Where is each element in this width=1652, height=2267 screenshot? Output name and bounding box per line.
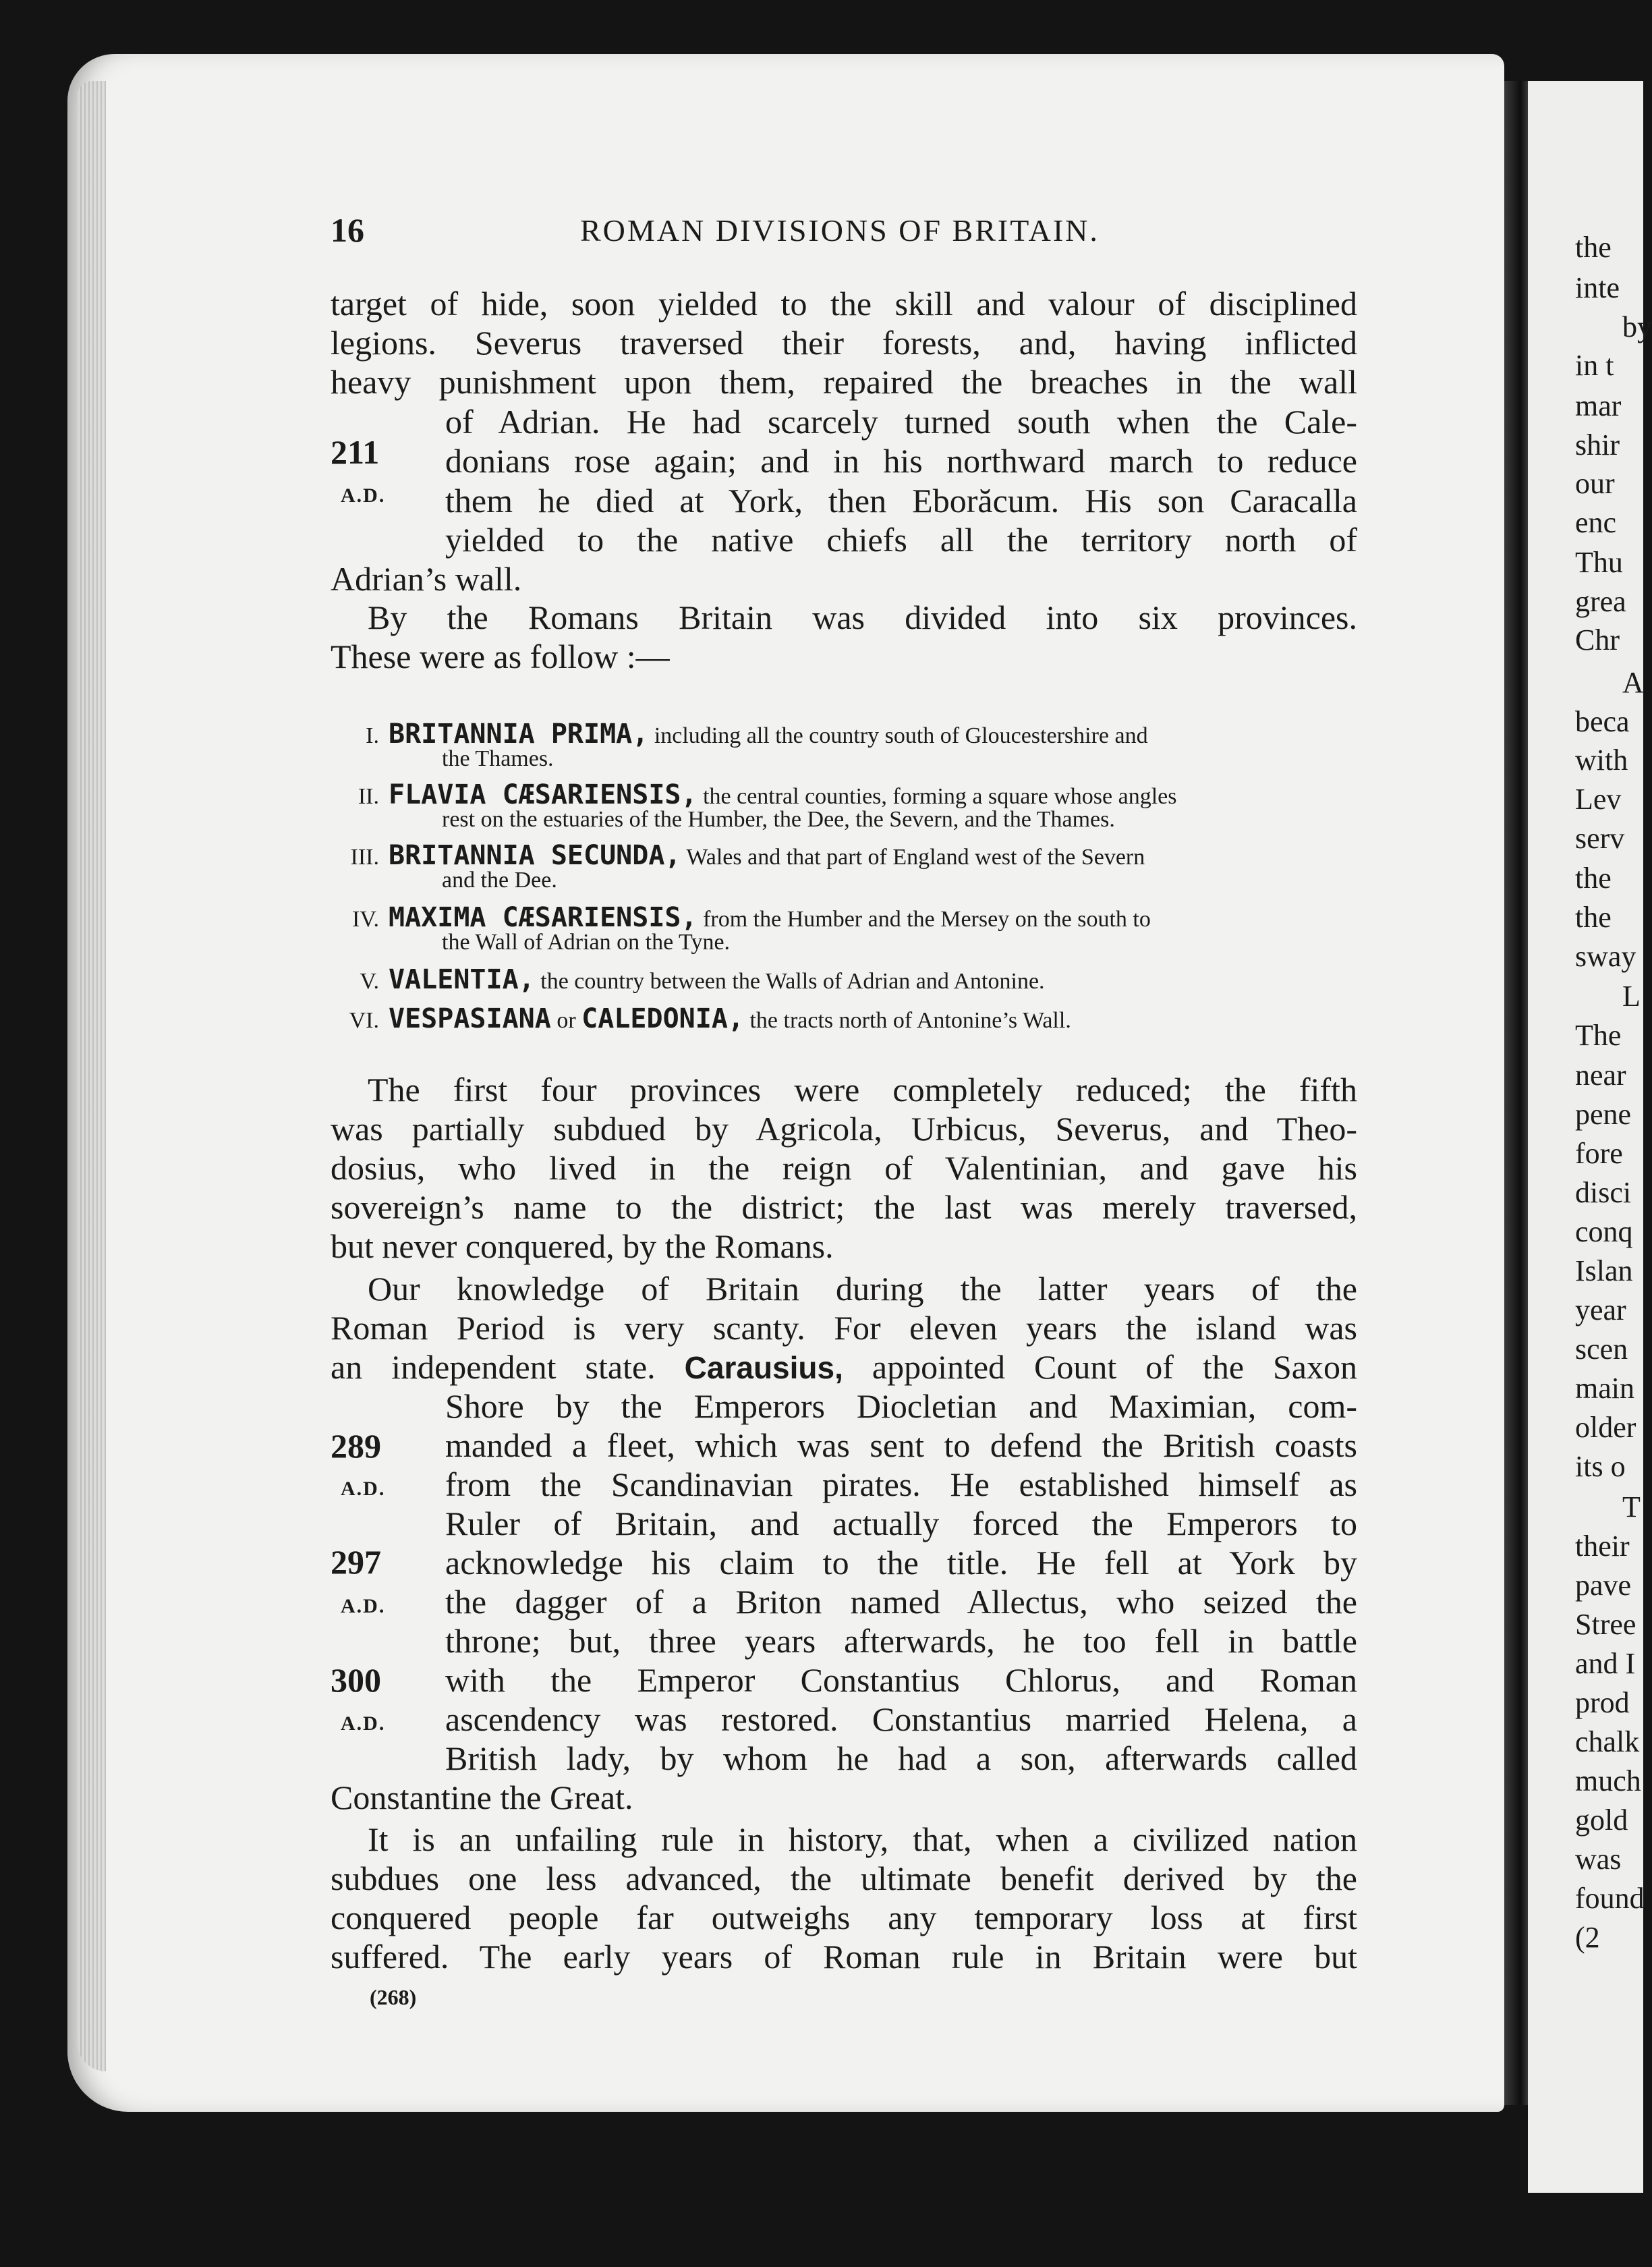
province-item: II. FLAVIA CÆSARIENSIS, the central counties, forming a square whose angles xyxy=(358,779,1177,810)
facing-page-line: shir xyxy=(1575,428,1620,461)
facing-page-line: Islan xyxy=(1575,1254,1633,1287)
facing-page-line: in t xyxy=(1575,349,1614,382)
province-item: IV. MAXIMA CÆSARIENSIS, from the Humber and the Mersey on the south to xyxy=(352,902,1151,933)
facing-page-line: Stree xyxy=(1575,1608,1636,1641)
text-line: subdues one less advanced, the ultimate benefit derived by the xyxy=(331,1859,1357,1897)
text-line: Adrian’s wall. xyxy=(331,560,522,598)
facing-page-line: prod xyxy=(1575,1686,1630,1719)
text-line: with the Emperor Constantius Chlorus, and Roman xyxy=(445,1661,1357,1699)
facing-page-line: found xyxy=(1575,1882,1645,1915)
date-year: 300 xyxy=(331,1661,381,1699)
facing-page-line: near xyxy=(1575,1059,1626,1092)
facing-page-line: year xyxy=(1575,1293,1626,1326)
province-continuation: the Thames. xyxy=(442,746,554,771)
facing-page-line: with xyxy=(1575,744,1628,777)
province-continuation: rest on the estuaries of the Humber, the Dee, the Severn, and the Thames. xyxy=(442,807,1115,832)
text-line: ascendency was restored. Constantius married Helena, a xyxy=(445,1700,1357,1738)
facing-page-line: Chr xyxy=(1575,623,1620,656)
text-line: The first four provinces were completely reduced; the fifth xyxy=(368,1071,1357,1109)
date-era: A.D. xyxy=(341,1595,386,1617)
facing-page-line: its o xyxy=(1575,1450,1626,1483)
text-line: dosius, who lived in the reign of Valentinian, and gave his xyxy=(331,1149,1357,1187)
text-line: was partially subdued by Agricola, Urbicus, Severus, and Theo- xyxy=(331,1110,1357,1148)
facing-page-line: A xyxy=(1622,666,1644,699)
text-line: the dagger of a Briton named Allectus, who seized the xyxy=(445,1583,1357,1621)
running-head: ROMAN DIVISIONS OF BRITAIN. xyxy=(580,213,1100,248)
text-line: throne; but, three years afterwards, he too fell in battle xyxy=(445,1622,1357,1660)
facing-page-line: the xyxy=(1575,901,1612,934)
text-line: but never conquered, by the Romans. xyxy=(331,1227,834,1265)
facing-page xyxy=(1528,81,1652,2193)
text-line: heavy punishment upon them, repaired the breaches in the wall xyxy=(331,363,1357,401)
facing-page-line: L xyxy=(1622,980,1641,1013)
text-line: British lady, by whom he had a son, afterwards called xyxy=(445,1739,1357,1777)
facing-page-line: conq xyxy=(1575,1215,1633,1248)
text-line: yielded to the native chiefs all the territory north of xyxy=(445,521,1357,559)
date-year: 297 xyxy=(331,1543,381,1581)
page-edges xyxy=(78,81,106,2071)
facing-page-line: disci xyxy=(1575,1176,1632,1209)
text-line: It is an unfailing rule in history, that, when a civilized nation xyxy=(368,1820,1357,1858)
printer-signature: (268) xyxy=(370,1985,417,2009)
facing-page-line: gold xyxy=(1575,1803,1628,1837)
facing-page-line: enc xyxy=(1575,506,1617,539)
province-item: I. BRITANNIA PRIMA, including all the country south of Gloucestershire and xyxy=(366,719,1148,750)
facing-page-line: inte xyxy=(1575,271,1620,304)
text-line: target of hide, soon yielded to the skill and valour of disciplined xyxy=(331,285,1357,323)
facing-page-line: Lev xyxy=(1575,783,1622,816)
facing-page-line: sway xyxy=(1575,940,1636,973)
facing-page-line: and I xyxy=(1575,1647,1636,1680)
facing-page-line: Thu xyxy=(1575,546,1623,579)
facing-page-line: was xyxy=(1575,1843,1622,1876)
date-year: 211 xyxy=(331,433,380,471)
facing-page-line: scen xyxy=(1575,1333,1628,1366)
facing-page-line: our xyxy=(1575,467,1615,500)
text-line: them he died at York, then Eborăcum. His son Caracalla xyxy=(445,482,1357,520)
text-line: of Adrian. He had scarcely turned south when the Cale- xyxy=(445,403,1357,441)
facing-page-line: The xyxy=(1575,1019,1622,1052)
date-era: A.D. xyxy=(341,1712,386,1735)
facing-page-line: T xyxy=(1622,1490,1641,1523)
page-number: 16 xyxy=(331,211,364,249)
text-line: manded a fleet, which was sent to defend the British coasts xyxy=(445,1426,1357,1464)
date-era: A.D. xyxy=(341,484,386,507)
text-line: These were as follow :— xyxy=(331,638,670,675)
text-line: Constantine the Great. xyxy=(331,1779,633,1816)
facing-page-line: pene xyxy=(1575,1098,1632,1131)
text-line: sovereign’s name to the district; the last was merely traversed, xyxy=(331,1188,1357,1226)
facing-page-line: beca xyxy=(1575,705,1630,738)
facing-page-line: by xyxy=(1622,310,1652,343)
text-line: Roman Period is very scanty. For eleven years the island was xyxy=(331,1309,1357,1347)
province-continuation: and the Dee. xyxy=(442,868,557,893)
facing-page-line: (2 xyxy=(1575,1921,1600,1954)
facing-page-line: mar xyxy=(1575,389,1622,422)
facing-page-line: their xyxy=(1575,1530,1630,1563)
facing-page-line: much xyxy=(1575,1764,1641,1797)
date-year: 289 xyxy=(331,1427,381,1465)
facing-page-line: serv xyxy=(1575,822,1625,855)
facing-page-line: fore xyxy=(1575,1137,1623,1170)
facing-page-line: the xyxy=(1575,231,1612,264)
province-item: V. VALENTIA, the country between the Walls of Adrian and Antonine. xyxy=(360,964,1045,995)
text-line: Shore by the Emperors Diocletian and Maximian, com- xyxy=(445,1387,1357,1425)
text-line: Ruler of Britain, and actually forced the Emperors to xyxy=(445,1505,1357,1542)
province-continuation: the Wall of Adrian on the Tyne. xyxy=(442,930,731,955)
text-line: conquered people far outweighs any temporary loss at first xyxy=(331,1899,1357,1936)
book-gutter xyxy=(1504,81,1531,2105)
facing-page-line: chalk xyxy=(1575,1725,1640,1758)
province-item: III. BRITANNIA SECUNDA, Wales and that part of England west of the Severn xyxy=(350,840,1145,871)
text-line: suffered. The early years of Roman rule in Britain were but xyxy=(331,1938,1357,1976)
text-line: acknowledge his claim to the title. He fell at York by xyxy=(445,1544,1357,1582)
facing-page-line: older xyxy=(1575,1411,1636,1444)
text-line: By the Romans Britain was divided into six provinces. xyxy=(368,598,1357,636)
facing-page-line: pave xyxy=(1575,1569,1632,1602)
province-item: VI. VESPASIANA or CALEDONIA, the tracts north of Antonine’s Wall. xyxy=(349,1003,1071,1034)
text-line: an independent state. Carausius, appointed Count of the Saxon xyxy=(331,1348,1358,1386)
facing-page-line: the xyxy=(1575,862,1612,895)
text-line: from the Scandinavian pirates. He established himself as xyxy=(445,1465,1357,1503)
facing-page-line: main xyxy=(1575,1372,1634,1405)
text-line: Our knowledge of Britain during the latter years of the xyxy=(368,1270,1357,1308)
text-line: donians rose again; and in his northward march to reduce xyxy=(445,442,1357,480)
date-era: A.D. xyxy=(341,1478,386,1500)
text-line: legions. Severus traversed their forests, and, having inflicted xyxy=(331,324,1357,362)
facing-page-line: grea xyxy=(1575,585,1626,618)
